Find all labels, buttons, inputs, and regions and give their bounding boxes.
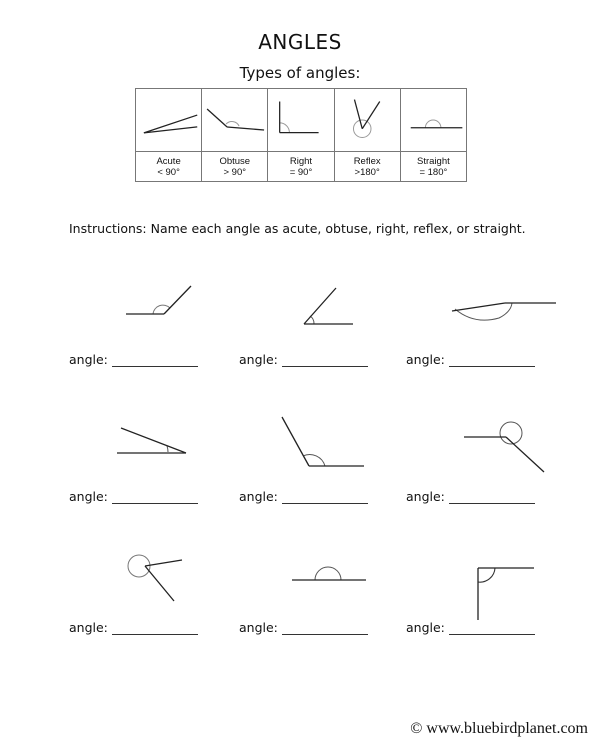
answer-blank[interactable]: [282, 491, 368, 504]
answer-blank[interactable]: [449, 491, 535, 504]
answer-blank[interactable]: [282, 354, 368, 367]
right-rule: = 90°: [289, 166, 313, 178]
obtuse-angle-icon: [202, 89, 267, 151]
exercise-5: [239, 405, 409, 525]
right-angle-icon: [268, 89, 333, 151]
acute-example-cell: [136, 89, 202, 152]
right-label-cell: [268, 152, 334, 182]
answer-label: angle:: [406, 489, 445, 504]
answer-field-6[interactable]: [406, 489, 535, 504]
reflex-label-cell: [334, 152, 400, 182]
answer-field-4[interactable]: [69, 489, 198, 504]
straight-name: Straight: [417, 155, 450, 167]
answer-field-5[interactable]: [239, 489, 368, 504]
answer-blank[interactable]: [112, 491, 198, 504]
exercise-9: [406, 540, 576, 660]
answer-blank[interactable]: [112, 622, 198, 635]
answer-label: angle:: [239, 489, 278, 504]
types-subtitle: Types of angles:: [239, 64, 361, 82]
answer-blank[interactable]: [112, 354, 198, 367]
copyright-footer: © www.bluebirdplanet.com: [410, 720, 588, 737]
acute-angle-icon: [136, 89, 201, 151]
instructions: Instructions: Name each angle as acute, obtuse, right, reflex, or straight.: [69, 221, 526, 236]
answer-blank[interactable]: [449, 622, 535, 635]
answer-label: angle:: [406, 352, 445, 367]
exercise-1: [69, 270, 239, 390]
answer-label: angle:: [406, 620, 445, 635]
exercise-8: [239, 540, 409, 660]
answer-field-8[interactable]: [239, 620, 368, 635]
answer-field-3[interactable]: [406, 352, 535, 367]
answer-blank[interactable]: [282, 622, 368, 635]
exercise-2: [239, 270, 409, 390]
answer-label: angle:: [69, 620, 108, 635]
reflex-rule: >180°: [354, 166, 380, 178]
answer-blank[interactable]: [449, 354, 535, 367]
answer-label: angle:: [69, 489, 108, 504]
answer-field-9[interactable]: [406, 620, 535, 635]
acute-label-cell: [136, 152, 202, 182]
straight-angle-icon: [401, 89, 466, 151]
reflex-angle-icon: [335, 89, 400, 151]
right-name: Right: [289, 155, 313, 167]
straight-label-cell: [400, 152, 466, 182]
acute-rule: < 90°: [157, 166, 180, 178]
right-example-cell: [268, 89, 334, 152]
answer-label: angle:: [239, 352, 278, 367]
page-title: ANGLES: [258, 30, 342, 54]
obtuse-label-cell: [202, 152, 268, 182]
answer-label: angle:: [239, 620, 278, 635]
answer-field-1[interactable]: [69, 352, 198, 367]
exercise-3: [406, 270, 576, 390]
exercise-7: [69, 540, 239, 660]
answer-field-7[interactable]: [69, 620, 198, 635]
answer-field-2[interactable]: [239, 352, 368, 367]
exercise-4: [69, 405, 239, 525]
exercise-6: [406, 405, 576, 525]
reflex-name: Reflex: [353, 155, 381, 167]
reflex-example-cell: [334, 89, 400, 152]
answer-label: angle:: [69, 352, 108, 367]
angle-types-table: [135, 88, 467, 182]
straight-example-cell: [400, 89, 466, 152]
obtuse-example-cell: [202, 89, 268, 152]
acute-name: Acute: [156, 155, 181, 167]
obtuse-rule: > 90°: [223, 166, 247, 178]
obtuse-name: Obtuse: [219, 155, 251, 167]
straight-rule: = 180°: [419, 166, 448, 178]
